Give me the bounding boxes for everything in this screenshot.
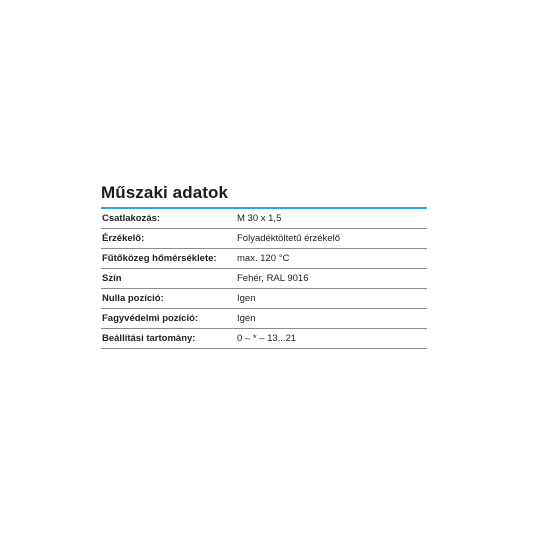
spec-label: Érzékelő: bbox=[101, 229, 232, 249]
table-row bbox=[101, 209, 427, 229]
spec-value: Folyadéktöltetű érzékelő bbox=[232, 229, 427, 249]
spec-value: M 30 x 1,5 bbox=[232, 209, 427, 229]
spec-value: Igen bbox=[232, 309, 427, 329]
table-row bbox=[101, 269, 427, 289]
spec-value: max. 120 °C bbox=[232, 249, 427, 269]
spec-label: Fagyvédelmi pozíció: bbox=[101, 309, 232, 329]
spec-value: 0 – * – 13...21 bbox=[232, 329, 427, 349]
spec-label: Nulla pozíció: bbox=[101, 289, 232, 309]
spec-label: Csatlakozás: bbox=[101, 209, 232, 229]
section-title: Műszaki adatok bbox=[101, 183, 229, 202]
technical-data-section bbox=[101, 182, 427, 349]
table-row bbox=[101, 229, 427, 249]
table-row bbox=[101, 289, 427, 309]
table-row bbox=[101, 249, 427, 269]
spec-table bbox=[101, 209, 427, 349]
spec-value: Fehér, RAL 9016 bbox=[232, 269, 427, 289]
spec-label: Beállítási tartomány: bbox=[101, 329, 232, 349]
spec-value: Igen bbox=[232, 289, 427, 309]
table-row bbox=[101, 329, 427, 349]
spec-label: Fűtőközeg hőmérséklete: bbox=[101, 249, 232, 269]
table-row bbox=[101, 309, 427, 329]
spec-label: Szín bbox=[101, 269, 232, 289]
